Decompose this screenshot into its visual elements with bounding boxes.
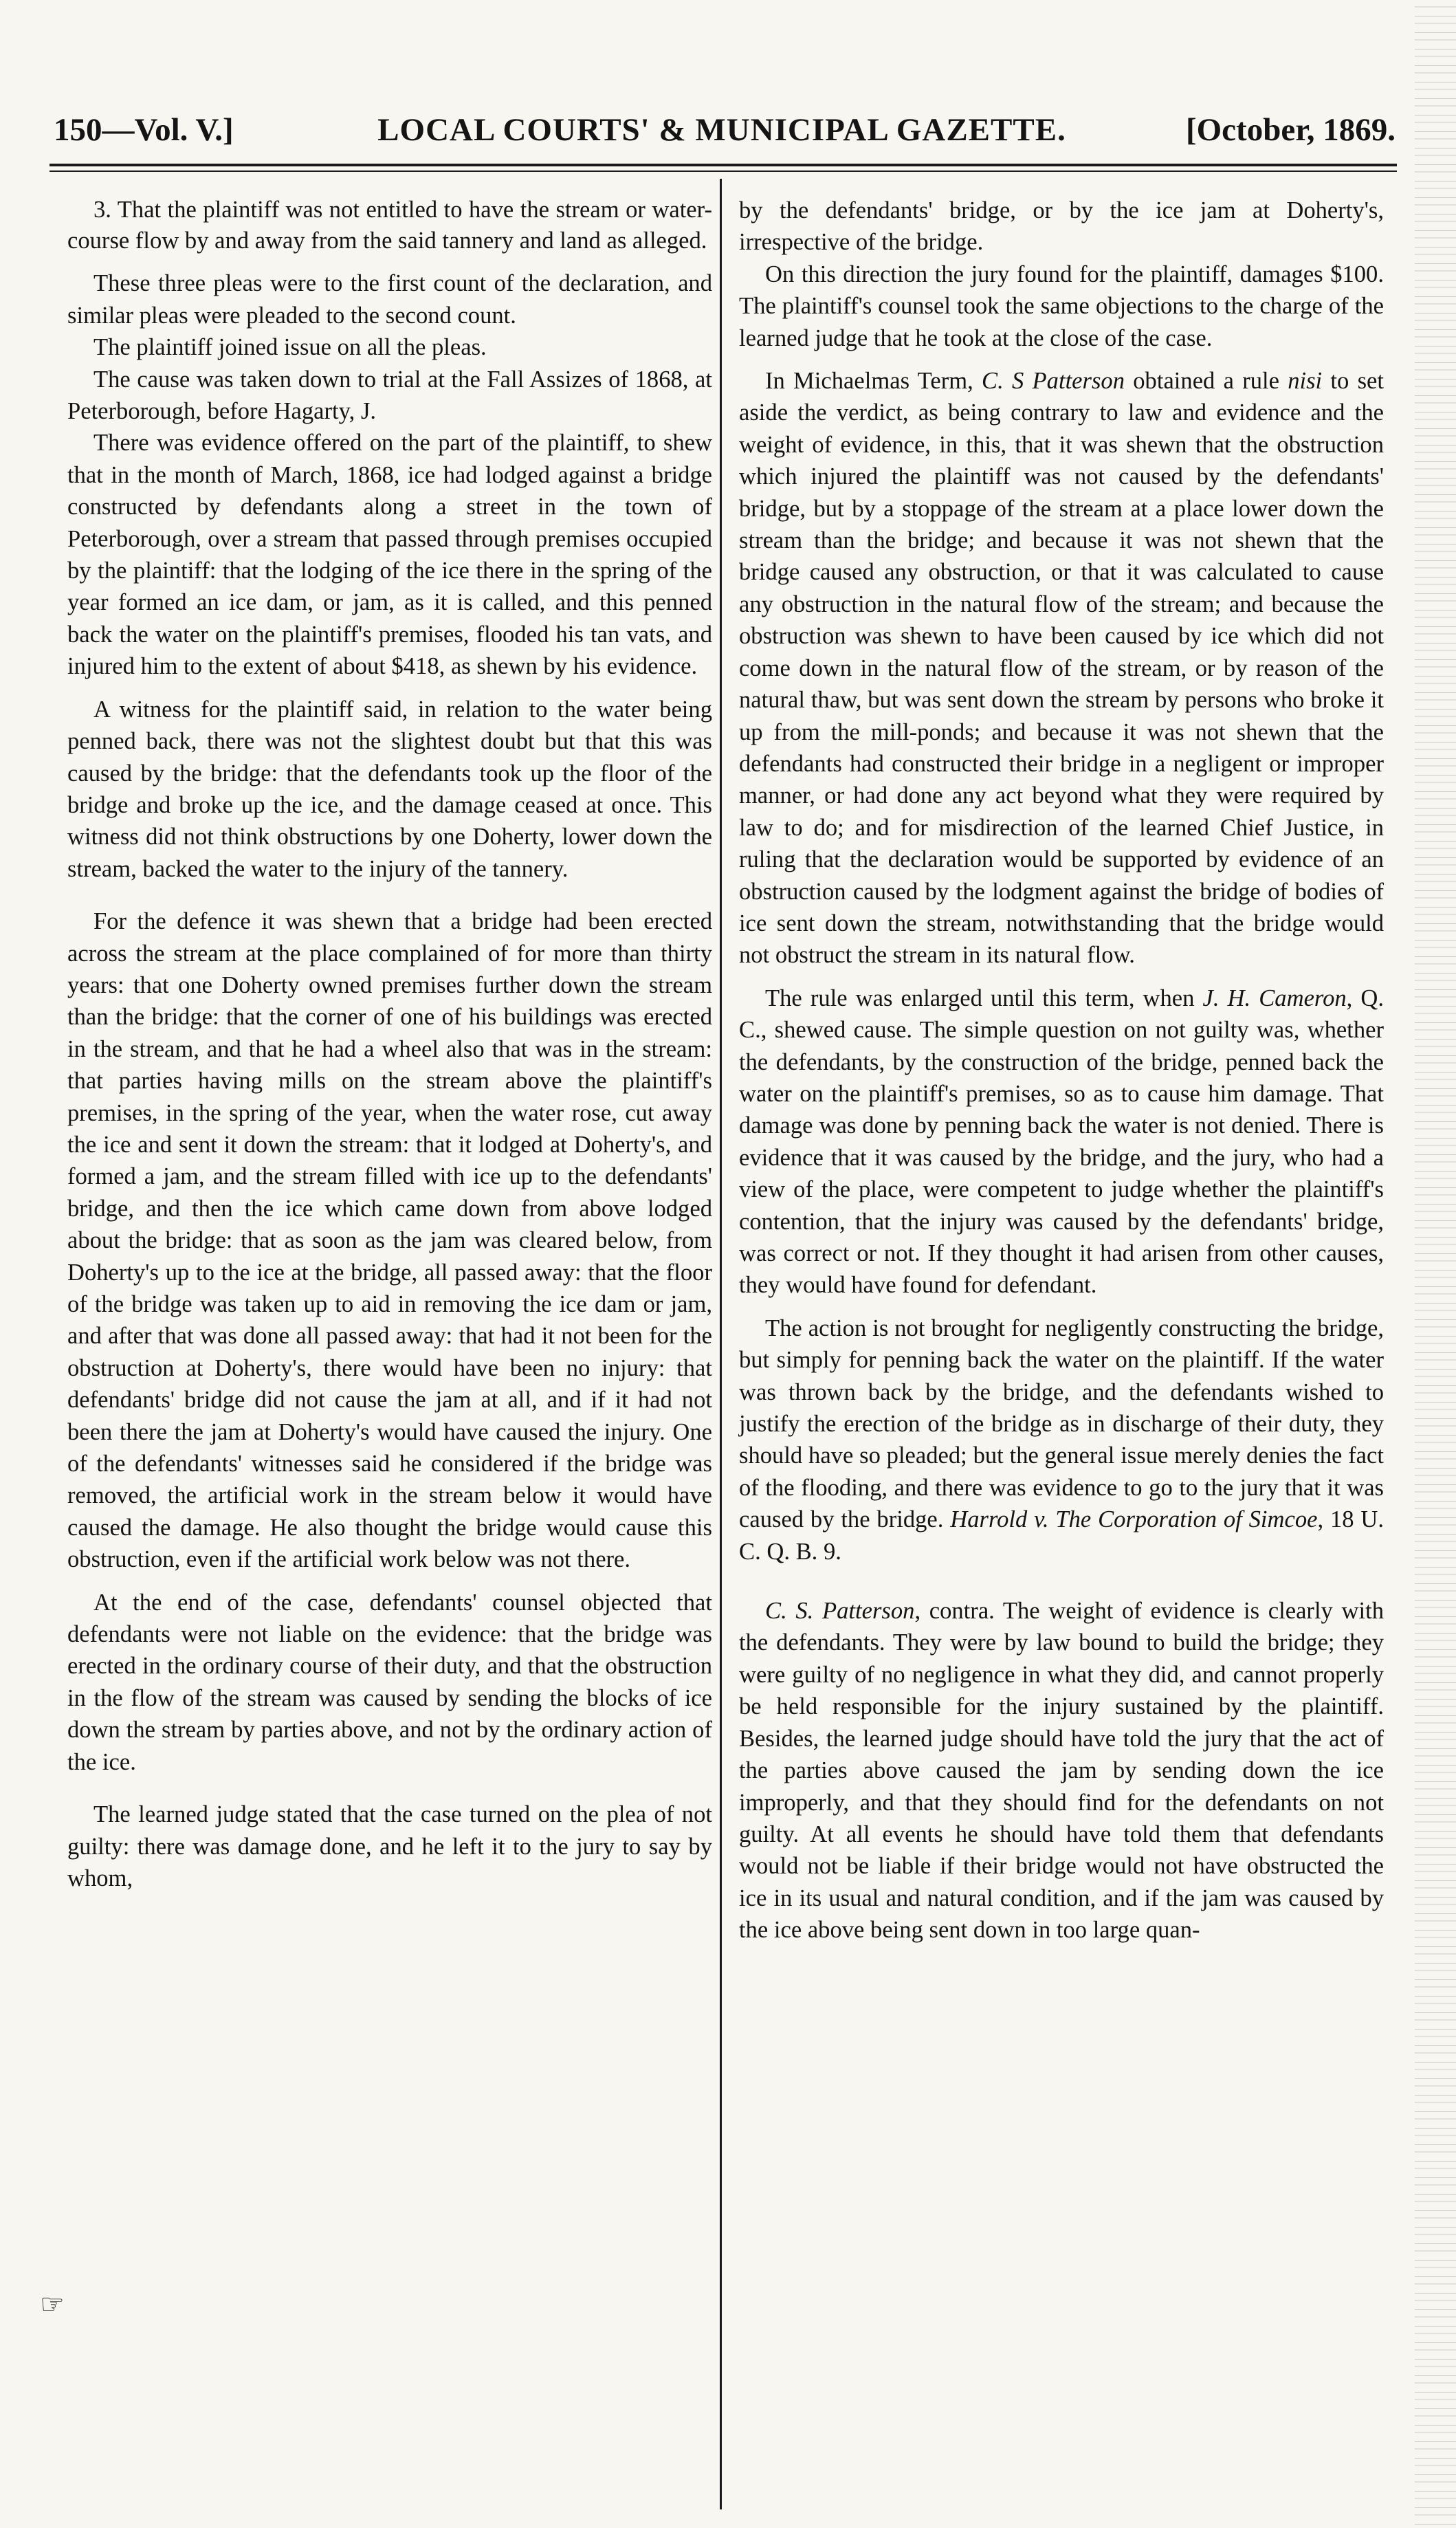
paragraph-continuation: by the defendants' bridge, or by the ice jam at Doherty's, irrespective of the bridge. <box>739 197 1384 256</box>
paragraph-contra: C. S. Patterson, contra. The weight of evidence is clearly with the defendants. They were by law bound to build the bridge; they were guilty of no negligence in what they did, and cannot properly be held responsible for the injury sustained by the plaintiff. Besides, the learned judge should have told the jury that the act of the parties above caused the jam by sending down the ice improperly, and that they should find for the defendants on not guilty. At all events he should have told them that defendants would not be liable if their bridge would not have obstructed the ice in its usual and natural condition, and if the jam was caused by the ice above being sent down in too large quan- <box>739 1598 1384 1944</box>
right-column <box>739 195 1384 1946</box>
issue-date: [October, 1869. <box>1185 112 1396 148</box>
page-edge <box>1415 0 1456 2528</box>
publication-title: LOCAL COURTS' & MUNICIPAL GAZETTE. <box>377 112 1066 148</box>
paragraph-pleas-count: These three pleas were to the first count of the declaration, and similar pleas were pleaded to the second count. <box>67 270 712 329</box>
pointing-hand-icon: ☞ <box>40 2289 65 2320</box>
left-column <box>67 195 712 1894</box>
counsel-name: J. H. Cameron <box>1202 985 1347 1011</box>
paragraph-action: The action is not brought for negligently constructing the bridge, but simply for penning back the water on the plaintiff. If the water was thrown back by the bridge, and the defendants wished to justify the erection of the bridge as in discharge of their duty, they should have so pleaded; but the general issue merely denies the fact of the flooding, and there was evidence to go to the jury that it was caused by the bridge. Harrold v. The Corporation of Simcoe, 18 U. C. Q. B. 9. <box>739 1315 1384 1565</box>
paragraph-cameron: The rule was enlarged until this term, when J. H. Cameron, Q. C., shewed cause. The simple question on not guilty was, whether the defendants, by the construction of the bridge, penned back the water on the plaintiff's premises, so as to cause him damage. That damage was done by penning back the water is not denied. There is evidence that it was caused by the bridge, and the jury, who had a view of the place, were competent to judge whether the plaintiff's contention, that the injury was caused by the defendants' bridge, was correct or not. If they thought it had arisen from other causes, they would have found for defendant. <box>739 985 1384 1299</box>
paragraph-plaintiff-evidence: There was evidence offered on the part of the plaintiff, to shew that in the month of March, 1868, ice had lodged against a bridge constructed by defendants along a street in the town of Peterborough, over a stream that passed through premises occupied by the plaintiff: that the lodging of the ice there in the spring of the year formed an ice dam, or jam, as it is called, and this penned back the water on the plaintiff's premises, flooded his tan vats, and injured him to the extent of about $418, as shewn by his evidence. <box>67 430 712 680</box>
column-divider <box>720 179 722 2509</box>
paragraph-defence: For the defence it was shewn that a bridge had been erected across the stream at the place complained of for more than thirty years: that one Doherty owned premises further down the stream than the bridge: that the corner of one of his buildings was erected in the stream, and that he had a wheel also that was in the stream: that parties having mills on the stream above the plaintiff's premises, in the spring of the year, when the water rose, cut away the ice and sent it down the stream: that it lodged at Doherty's, and formed a jam, and the stream filled with ice up to the defendants' bridge, and then the ice which came down from above lodged about the bridge: that as soon as the jam was cleared below, from Doherty's up to the ice at the bridge, all passed away: that the floor of the bridge was taken up to aid in removing the ice dam or jam, and after that was done all passed away: that had it not been for the obstruction at Doherty's, there would have been no injury: that defendants' bridge did not cause the jam at all, and if it had not been there the jam at Doherty's would have caused the injury. One of the defendants' witnesses said he considered if the bridge was removed, the artificial work in the stream below it would have caused the damage. He also thought the bridge would cause this obstruction, even if the artificial work below was not there. <box>67 908 712 1573</box>
header-rule-thick <box>49 164 1397 166</box>
paragraph-verdict: On this direction the jury found for the plaintiff, damages $100. The plaintiff's counsel took the same objections to the charge of the learned judge that he took at the close of the case. <box>739 261 1384 351</box>
counsel-name: C. S Patterson <box>982 368 1125 395</box>
running-header <box>48 103 1396 158</box>
paragraph-joined-issue: The plaintiff joined issue on all the pleas. <box>93 334 487 361</box>
latin-term: nisi <box>1288 368 1323 395</box>
paragraph-objection: At the end of the case, defendants' counsel objected that defendants were not liable on the evidence: that the bridge was erected in the ordinary course of their duty, and that the obstruction in the flow of the stream was caused by sending the blocks of ice down the stream by parties above, and not by the ordinary action of the ice. <box>67 1589 712 1775</box>
paragraph-judge-direction: The learned judge stated that the case turned on the plea of not guilty: there was damage done, and he left it to the jury to say by whom, <box>67 1801 712 1891</box>
paragraph-rule-nisi: In Michaelmas Term, C. S Patterson obtained a rule nisi to set aside the verdict, as being contrary to law and evidence and the weight of evidence, in this, that it was shewn that the obstruction which injured the plaintiff was not caused by the defendants' bridge, but by a stoppage of the stream at a place lower down the stream than the bridge; and because it was not shewn that the bridge caused any obstruction, or that it was calculated to cause any obstruction in the natural flow of the stream; and because the obstruction was shewn to have been caused by ice which did not come down in the natural flow of the stream, or by reason of the natural thaw, but was sent down the stream by persons who broke it up from the mill-ponds; and because it was not shewn that the defendants had constructed their bridge in a negligent or improper manner, or had done any act beyond what they were required by law to do; and for misdirection of the learned Chief Justice, in ruling that the declaration would be supported by evidence of an obstruction caused by the lodgment against the bridge of bodies of ice sent down the stream, notwithstanding that the bridge would not obstruct the stream in its natural flow. <box>739 368 1384 969</box>
paragraph-trial: The cause was taken down to trial at the Fall Assizes of 1868, at Peterborough, before Hagarty, J. <box>67 366 712 425</box>
header-rule-thin <box>49 171 1397 172</box>
page-volume: 150—Vol. V.] <box>54 112 234 148</box>
case-citation: Harrold v. The Corporation of Simcoe <box>950 1506 1318 1533</box>
paragraph-witness: A witness for the plaintiff said, in relation to the water being penned back, there was not the slightest doubt but that this was caused by the bridge: that the defendants took up the floor of the bridge and broke up the ice, and the damage ceased at once. This witness did not think obstructions by one Doherty, lower down the stream, backed the water to the injury of the tannery. <box>67 696 712 882</box>
counsel-name: C. S. Patterson <box>765 1598 915 1625</box>
paragraph-plea-three: 3. That the plaintiff was not entitled to have the stream or water-course flow by and away from the said tannery and land as alleged. <box>67 197 712 254</box>
